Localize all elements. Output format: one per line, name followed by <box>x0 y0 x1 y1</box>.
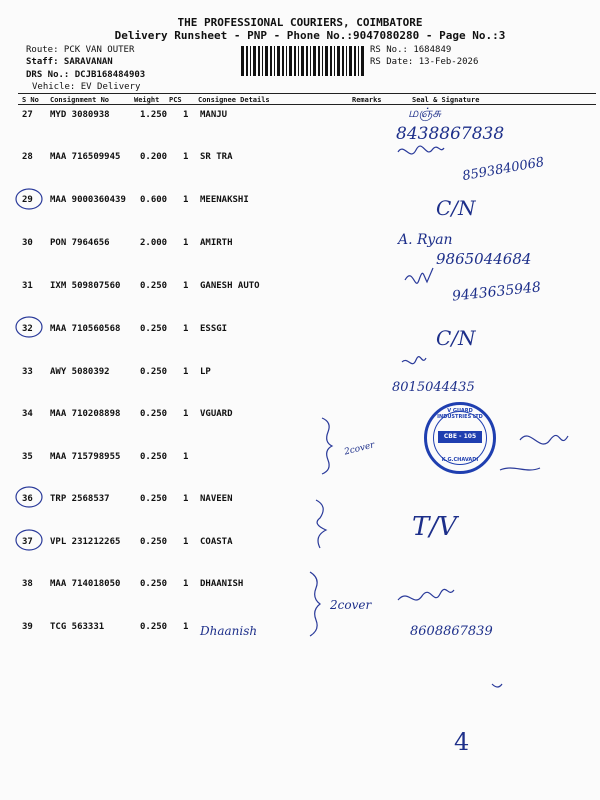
circle-mark <box>16 487 42 507</box>
row-sno: 33 <box>22 367 33 377</box>
handwritten-phone: 9443635948 <box>451 279 542 305</box>
row-weight: 0.250 <box>140 494 168 504</box>
row-weight: 0.250 <box>140 452 168 462</box>
row-weight: 0.250 <box>140 281 168 291</box>
row-weight: 2.000 <box>140 238 168 248</box>
row-weight: 0.250 <box>140 409 168 419</box>
row-consignment: TCG 563331 <box>50 622 105 632</box>
row-weight: 0.250 <box>140 579 168 589</box>
row-sno: 29 <box>22 195 33 205</box>
row-pcs: 1 <box>183 409 189 419</box>
row-consignment: TRP 2568537 <box>50 494 110 504</box>
row-pcs: 1 <box>183 452 189 462</box>
row-pcs: 1 <box>183 537 189 547</box>
row-consignment: MAA 710560568 <box>50 324 121 334</box>
vehicle-label: Vehicle: EV Delivery <box>32 82 141 92</box>
row-consignee: SR TRA <box>200 152 233 162</box>
drs-label: DRS No.: DCJB168484903 <box>26 70 146 80</box>
stamp-center-label: CBE - 105 <box>438 431 482 443</box>
row-pcs: 1 <box>183 579 189 589</box>
row-consignee: ESSGI <box>200 324 228 334</box>
signature-scribble <box>402 357 426 364</box>
staff-label: Staff: SARAVANAN <box>26 57 113 67</box>
document-subtitle: Delivery Runsheet - PNP - Phone No.:9047080280 - Page No.:3 <box>114 29 506 42</box>
row-consignee: AMIRTH <box>200 238 233 248</box>
col-pcs-header: PCS <box>169 96 182 104</box>
row-pcs: 1 <box>183 622 189 632</box>
brace-mark <box>316 500 326 548</box>
row-sno: 37 <box>22 537 33 547</box>
row-pcs: 1 <box>183 238 189 248</box>
row-consignment: MYD 3080938 <box>50 110 110 120</box>
row-consignment: MAA 715798955 <box>50 452 121 462</box>
handwritten-phone: 9865044684 <box>436 250 532 268</box>
row-pcs: 1 <box>183 367 189 377</box>
document-title: THE PROFESSIONAL COURIERS, COIMBATORE <box>177 16 423 29</box>
row-sno: 32 <box>22 324 33 334</box>
row-sno: 28 <box>22 152 33 162</box>
stamp-outer-text: V GUARD INDUSTRIES LTD <box>437 408 483 420</box>
signature-scribble <box>405 268 433 283</box>
row-sno: 34 <box>22 409 33 419</box>
signature-scribble <box>492 684 502 687</box>
row-consignment: MAA 710208898 <box>50 409 121 419</box>
row-weight: 0.250 <box>140 537 168 547</box>
row-consignment: PON 7964656 <box>50 238 110 248</box>
row-consignee: MANJU <box>200 110 228 120</box>
handwritten-signature: மஞ்சு <box>408 106 441 121</box>
signature-scribble <box>398 589 454 600</box>
handwritten-phone: 8593840068 <box>461 154 546 185</box>
row-consignee: NAVEEN <box>200 494 233 504</box>
row-sno: 35 <box>22 452 33 462</box>
brace-mark <box>310 572 320 636</box>
row-consignment: AWY 5080392 <box>50 367 110 377</box>
row-sno: 27 <box>22 110 33 120</box>
circle-mark <box>16 317 42 337</box>
handwritten-note: 2cover <box>330 598 372 612</box>
row-sno: 31 <box>22 281 33 291</box>
handwritten-phone: 8015044435 <box>392 380 475 395</box>
handwritten-note: C/N <box>436 326 476 350</box>
handwritten-phone: 8438867838 <box>396 124 505 144</box>
circle-mark <box>16 530 42 550</box>
row-consignee: GANESH AUTO <box>200 281 260 291</box>
row-pcs: 1 <box>183 324 189 334</box>
rs-number: RS No.: 1684849 <box>370 45 452 55</box>
row-sno: 38 <box>22 579 33 589</box>
row-weight: 1.250 <box>140 110 168 120</box>
col-consignee-header: Consignee Details <box>198 96 270 104</box>
row-pcs: 1 <box>183 110 189 120</box>
row-pcs: 1 <box>183 195 189 205</box>
stamp-bottom-text: K.G.CHAVADI <box>441 457 479 463</box>
row-consignment: MAA 716509945 <box>50 152 121 162</box>
row-sno: 36 <box>22 494 33 504</box>
row-pcs: 1 <box>183 494 189 504</box>
col-remarks-header: Remarks <box>352 96 382 104</box>
handwritten-note: T/V <box>412 512 457 542</box>
row-weight: 0.600 <box>140 195 168 205</box>
row-consignment: MAA 714018050 <box>50 579 121 589</box>
brace-mark <box>322 418 332 474</box>
route-label: Route: PCK VAN OUTER <box>26 45 135 55</box>
row-sno: 39 <box>22 622 33 632</box>
row-sno: 30 <box>22 238 33 248</box>
row-consignment: IXM 509807560 <box>50 281 121 291</box>
row-weight: 0.250 <box>140 622 168 632</box>
rs-date: RS Date: 13-Feb-2026 <box>370 57 479 67</box>
row-weight: 0.250 <box>140 367 168 377</box>
row-consignee: COASTA <box>200 537 233 547</box>
row-consignee: MEENAKSHI <box>200 195 249 205</box>
handwritten-signature: A. Ryan <box>398 232 453 248</box>
row-consignee: LP <box>200 367 211 377</box>
row-consignee: DHAANISH <box>200 579 244 589</box>
col-sno-header: S No <box>22 96 39 104</box>
row-weight: 0.200 <box>140 152 168 162</box>
handwritten-name: Dhaanish <box>200 624 258 638</box>
col-weight-header: Weight <box>134 96 160 104</box>
handwritten-page-mark: 4 <box>454 728 470 756</box>
signature-scribble <box>500 435 568 470</box>
company-stamp <box>424 402 496 474</box>
row-pcs: 1 <box>183 152 189 162</box>
signature-scribble <box>398 146 444 154</box>
handwritten-phone: 8608867839 <box>410 624 493 639</box>
row-consignee: VGUARD <box>200 409 233 419</box>
row-weight: 0.250 <box>140 324 168 334</box>
row-consignment: VPL 231212265 <box>50 537 121 547</box>
col-consignment-header: Consignment No <box>50 96 110 104</box>
handwritten-note: C/N <box>436 196 476 220</box>
circle-mark <box>16 189 42 209</box>
row-consignment: MAA 9000360439 <box>50 195 126 205</box>
col-seal-header: Seal & Signature <box>412 96 480 104</box>
row-pcs: 1 <box>183 281 189 291</box>
handwritten-note: 2cover <box>343 440 376 458</box>
